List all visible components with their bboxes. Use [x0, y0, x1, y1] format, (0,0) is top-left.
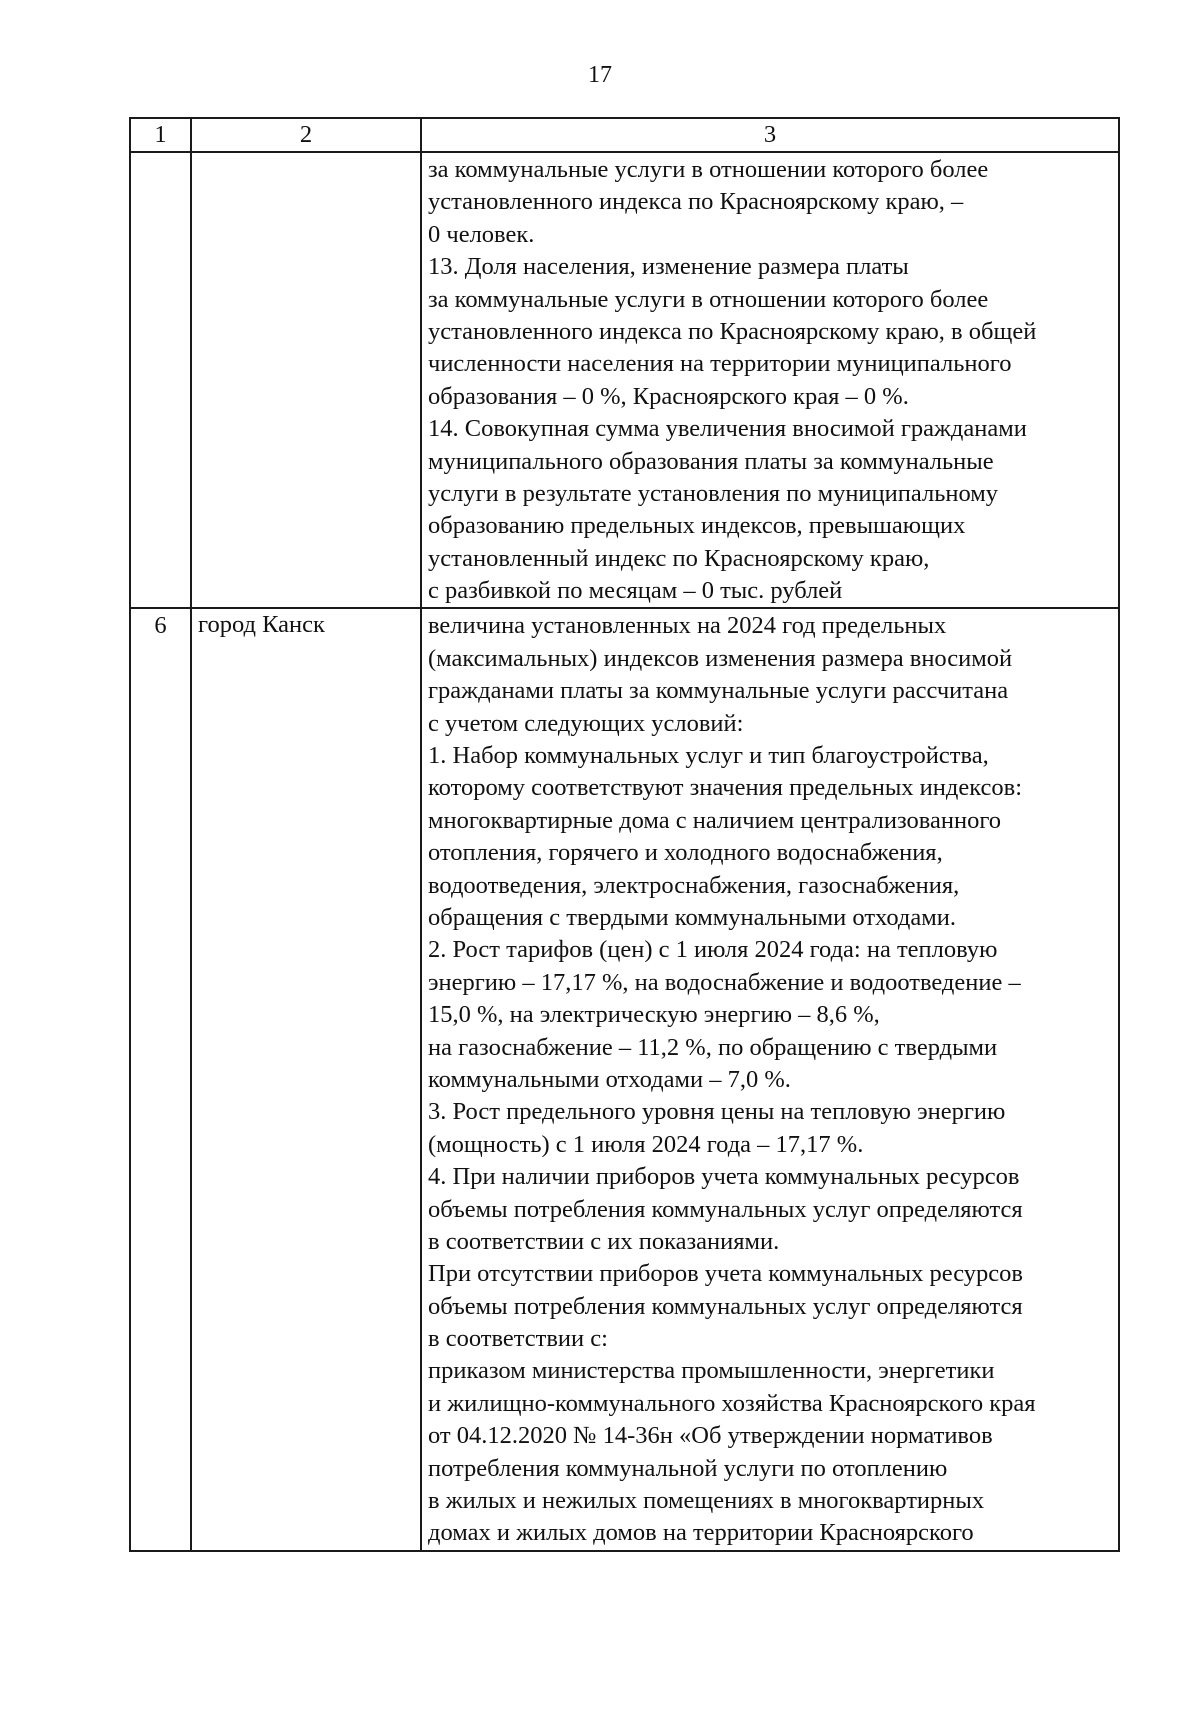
header-col-3: 3 — [421, 118, 1119, 152]
text-line: на газоснабжение – 11,2 %, по обращению с твердыми — [428, 1033, 998, 1061]
text-line: за коммунальные услуги в отношении которого более — [428, 156, 989, 183]
text-line: 1. Набор коммунальных услуг и тип благоустройства, — [428, 742, 989, 770]
table-header-row — [130, 118, 1119, 152]
description-lines — [422, 610, 1118, 1549]
text-line: (мощность) с 1 июля 2024 года – 17,17 %. — [428, 1130, 864, 1158]
text-line: 0 человек. — [428, 220, 535, 248]
municipality-cell — [191, 152, 421, 608]
text-line: 13. Доля населения, изменение размера платы — [428, 253, 909, 281]
text-line: энергию – 17,17 %, на водоснабжение и водоотведение – — [428, 968, 1021, 996]
description-lines — [422, 153, 1118, 607]
text-line: 4. При наличии приборов учета коммунальных ресурсов — [428, 1163, 1020, 1191]
text-line: и жилищно-коммунального хозяйства Красноярского края — [428, 1389, 1036, 1417]
text-line: объемы потребления коммунальных услуг определяются — [428, 1195, 1023, 1223]
text-line: объемы потребления коммунальных услуг определяются — [428, 1292, 1023, 1320]
row-number-cell — [130, 152, 191, 608]
text-line: коммунальными отходами – 7,0 %. — [428, 1065, 791, 1093]
table-row — [130, 152, 1119, 608]
header-col-1: 1 — [130, 118, 191, 152]
text-line: в жилых и нежилых помещениях в многоквартирных — [428, 1487, 985, 1515]
text-line: муниципального образования платы за коммунальные — [428, 447, 994, 475]
text-line: гражданами платы за коммунальные услуги рассчитана — [428, 677, 1009, 705]
text-line: образованию предельных индексов, превышающих — [428, 512, 966, 540]
text-line: за коммунальные услуги в отношении которого более — [428, 285, 989, 313]
text-line: образования – 0 %, Красноярского края – 0 %. — [428, 382, 909, 410]
text-line: потребления коммунальной услуги по отоплению — [428, 1454, 948, 1482]
text-line: установленного индекса по Красноярскому краю, – — [428, 188, 964, 216]
row-number-cell: 6 — [130, 608, 191, 1550]
text-line: обращения с твердыми коммунальными отходами. — [428, 903, 956, 931]
text-line: в соответствии с их показаниями. — [428, 1227, 780, 1255]
text-line: домах и жилых домов на территории Красноярского — [428, 1519, 974, 1547]
text-line: При отсутствии приборов учета коммунальных ресурсов — [428, 1260, 1023, 1288]
text-line: (максимальных) индексов изменения размера вносимой — [428, 644, 1013, 672]
text-line: многоквартирные дома с наличием централизованного — [428, 806, 1002, 834]
description-cell — [421, 608, 1119, 1550]
text-line: услуги в результате установления по муниципальному — [428, 479, 999, 507]
text-line: установленный индекс по Красноярскому краю, — [428, 544, 930, 572]
text-line: приказом министерства промышленности, энергетики — [428, 1357, 995, 1385]
text-line: водоотведения, электроснабжения, газоснабжения, — [428, 871, 960, 899]
text-line: которому соответствуют значения предельных индексов: — [428, 774, 1023, 802]
table-row — [130, 608, 1119, 1550]
text-line: отопления, горячего и холодного водоснабжения, — [428, 839, 943, 867]
text-line: 14. Совокупная сумма увеличения вносимой гражданами — [428, 415, 1027, 443]
municipality-cell: город Канск — [191, 608, 421, 1550]
text-line: с учетом следующих условий: — [428, 709, 744, 737]
header-col-2: 2 — [191, 118, 421, 152]
text-line: с разбивкой по месяцам – 0 тыс. рублей — [428, 577, 843, 605]
text-line: величина установленных на 2024 год предельных — [428, 612, 947, 640]
text-line: от 04.12.2020 № 14-36н «Об утверждении нормативов — [428, 1422, 993, 1450]
text-line: установленного индекса по Красноярскому краю, в общей — [428, 317, 1037, 345]
text-line: в соответствии с: — [428, 1325, 608, 1353]
text-line: 15,0 %, на электрическую энергию – 8,6 %, — [428, 1001, 880, 1029]
page-number: 17 — [588, 62, 612, 88]
text-line: 3. Рост предельного уровня цены на тепловую энергию — [428, 1098, 1006, 1126]
description-cell — [421, 152, 1119, 608]
text-line: 2. Рост тарифов (цен) с 1 июля 2024 года: на тепловую — [428, 936, 998, 964]
text-line: численности населения на территории муниципального — [428, 350, 1012, 378]
indices-table — [129, 117, 1120, 1552]
